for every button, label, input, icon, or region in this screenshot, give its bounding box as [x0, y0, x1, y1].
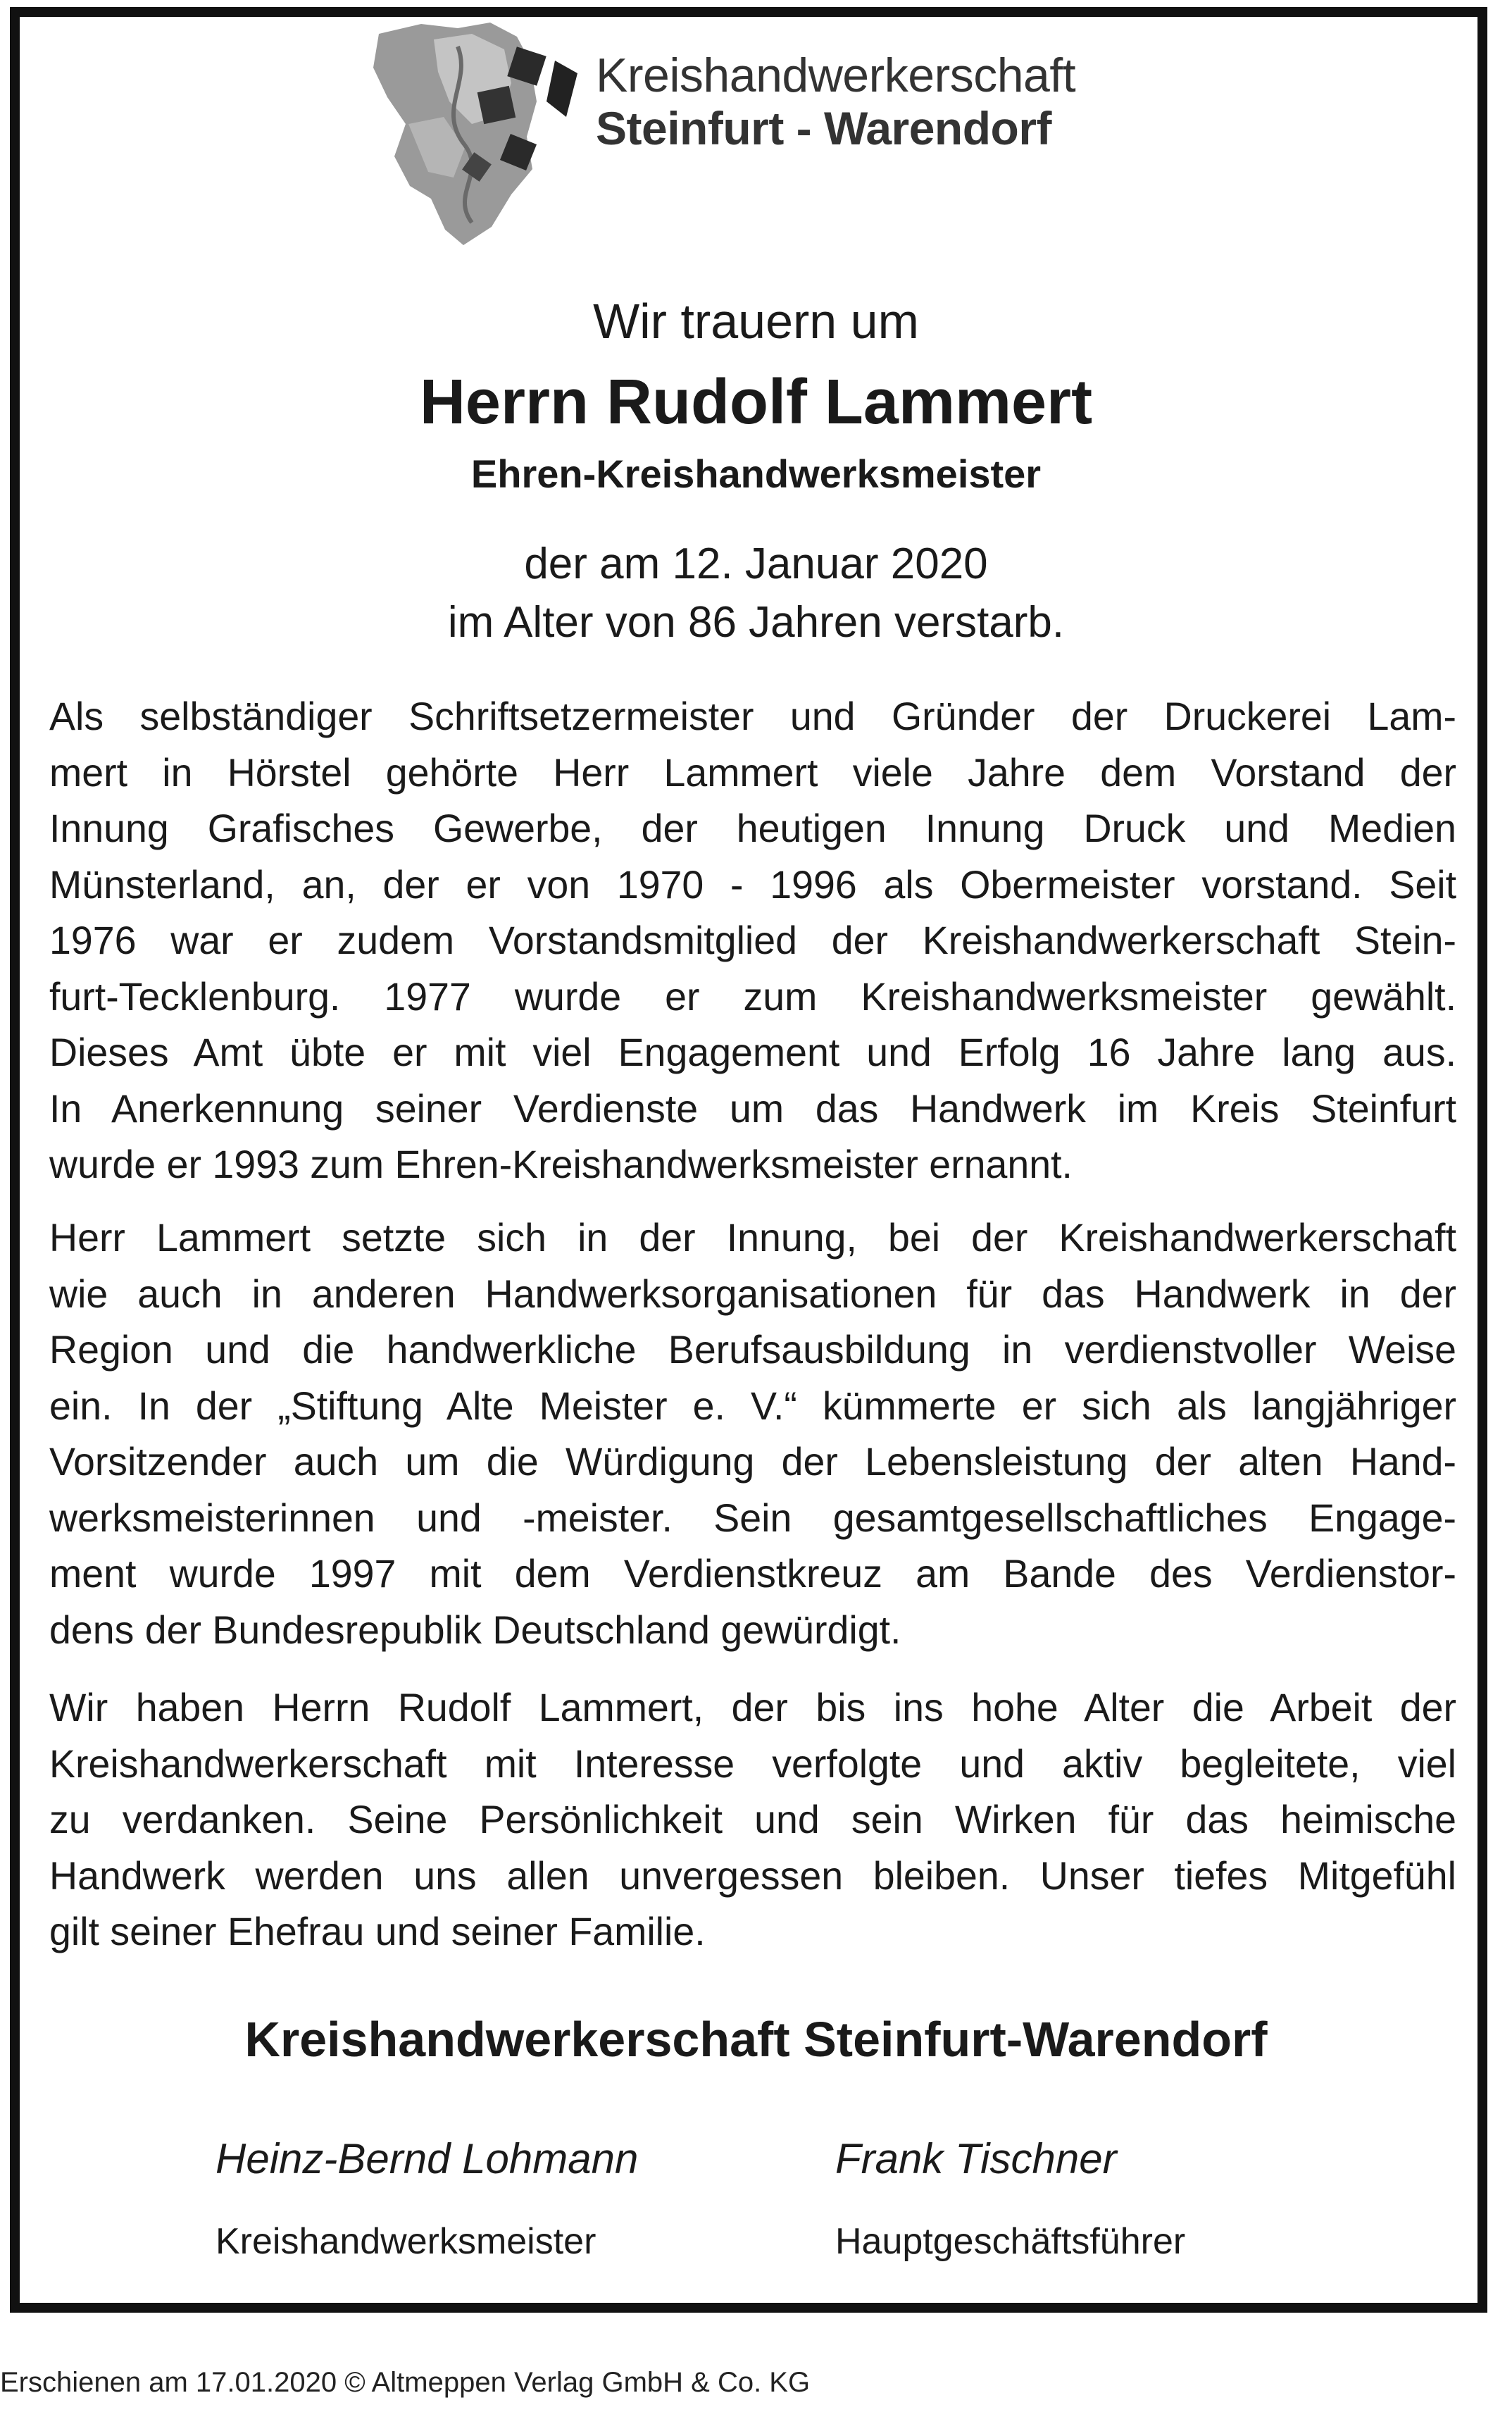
signatory-role-2: Hauptgeschäftsführer — [835, 2221, 1186, 2262]
signatory-role-1: Kreishandwerksmeister — [215, 2221, 596, 2262]
text-line: Handwerk werden uns allen unvergessen bleiben. Unser tiefes Mitgefühl — [49, 1853, 1456, 1898]
text-line: werksmeisterinnen und -meister. Sein gesamtgesellschaftliches Engage- — [49, 1496, 1456, 1540]
logo-line-2: Steinfurt - Warendorf — [596, 102, 1052, 154]
text-line: ein. In der „Stiftung Alte Meister e. V.“ kümmerte er sich als langjähriger — [49, 1384, 1456, 1428]
text-line: wie auch in anderen Handwerksorganisationen für das Handwerk in der — [49, 1272, 1456, 1316]
text-line: Vorsitzender auch um die Würdigung der Lebensleistung der alten Hand- — [49, 1440, 1456, 1484]
map-emblem-icon — [366, 18, 599, 251]
logo-line-1: Kreishandwerkerschaft — [596, 49, 1076, 102]
text-line: Herr Lammert setzte sich in der Innung, bei der Kreishandwerkerschaft — [49, 1216, 1456, 1260]
text-line: Region und die handwerkliche Berufsausbildung in verdienstvoller Weise — [49, 1328, 1456, 1372]
death-date-line: der am 12. Januar 2020 — [524, 540, 988, 588]
organization-logo — [366, 18, 1141, 258]
signatory-name-1: Heinz-Bernd Lohmann — [215, 2135, 639, 2182]
text-line: Wir haben Herrn Rudolf Lammert, der bis ins hohe Alter die Arbeit der — [49, 1686, 1456, 1729]
mourning-intro: Wir trauern um — [593, 294, 919, 349]
text-line: mert in Hörstel gehörte Herr Lammert viele Jahre dem Vorstand der — [49, 750, 1456, 795]
biography-paragraph-1 — [49, 689, 1456, 1193]
biography-paragraph-2 — [49, 1210, 1456, 1658]
condolence-paragraph — [49, 1680, 1456, 1960]
text-line: furt-Tecklenburg. 1977 wurde er zum Kreishandwerksmeister gewählt. — [49, 974, 1456, 1019]
deceased-name: Herrn Rudolf Lammert — [419, 367, 1093, 437]
age-line: im Alter von 86 Jahren verstarb. — [447, 598, 1065, 647]
text-line: zu verdanken. Seine Persönlichkeit und sein Wirken für das heimische — [49, 1798, 1456, 1841]
text-line: In Anerkennung seiner Verdienste um das Handwerk im Kreis Steinfurt — [49, 1086, 1456, 1131]
text-line: ment wurde 1997 mit dem Verdienstkreuz am Bande des Verdienstor- — [49, 1552, 1456, 1596]
text-line: 1976 war er zudem Vorstandsmitglied der Kreishandwerkerschaft Stein- — [49, 919, 1456, 962]
publisher-note: Erschienen am 17.01.2020 © Altmeppen Verlag GmbH & Co. KG — [0, 2367, 811, 2398]
text-line: Als selbständiger Schriftsetzermeister und Gründer der Druckerei Lam- — [49, 695, 1456, 738]
text-line: Innung Grafisches Gewerbe, der heutigen Innung Druck und Medien — [49, 807, 1456, 850]
text-line: Kreishandwerkerschaft mit Interesse verfolgte und aktiv begleitete, viel — [49, 1741, 1456, 1786]
text-line: gilt seiner Ehefrau und seiner Familie. — [49, 1910, 706, 1953]
text-line: Münsterland, an, der er von 1970 - 1996 als Obermeister vorstand. Seit — [49, 862, 1456, 907]
text-line: dens der Bundesrepublik Deutschland gewürdigt. — [49, 1608, 901, 1652]
text-line: Dieses Amt übte er mit viel Engagement und Erfolg 16 Jahre lang aus. — [49, 1031, 1456, 1074]
signatory-name-2: Frank Tischner — [835, 2135, 1117, 2182]
honorary-title: Ehren-Kreishandwerksmeister — [470, 452, 1042, 496]
text-line: wurde er 1993 zum Ehren-Kreishandwerksmeister ernannt. — [49, 1143, 1073, 1186]
organization-name: Kreishandwerkerschaft Steinfurt-Warendorf — [244, 2012, 1268, 2067]
